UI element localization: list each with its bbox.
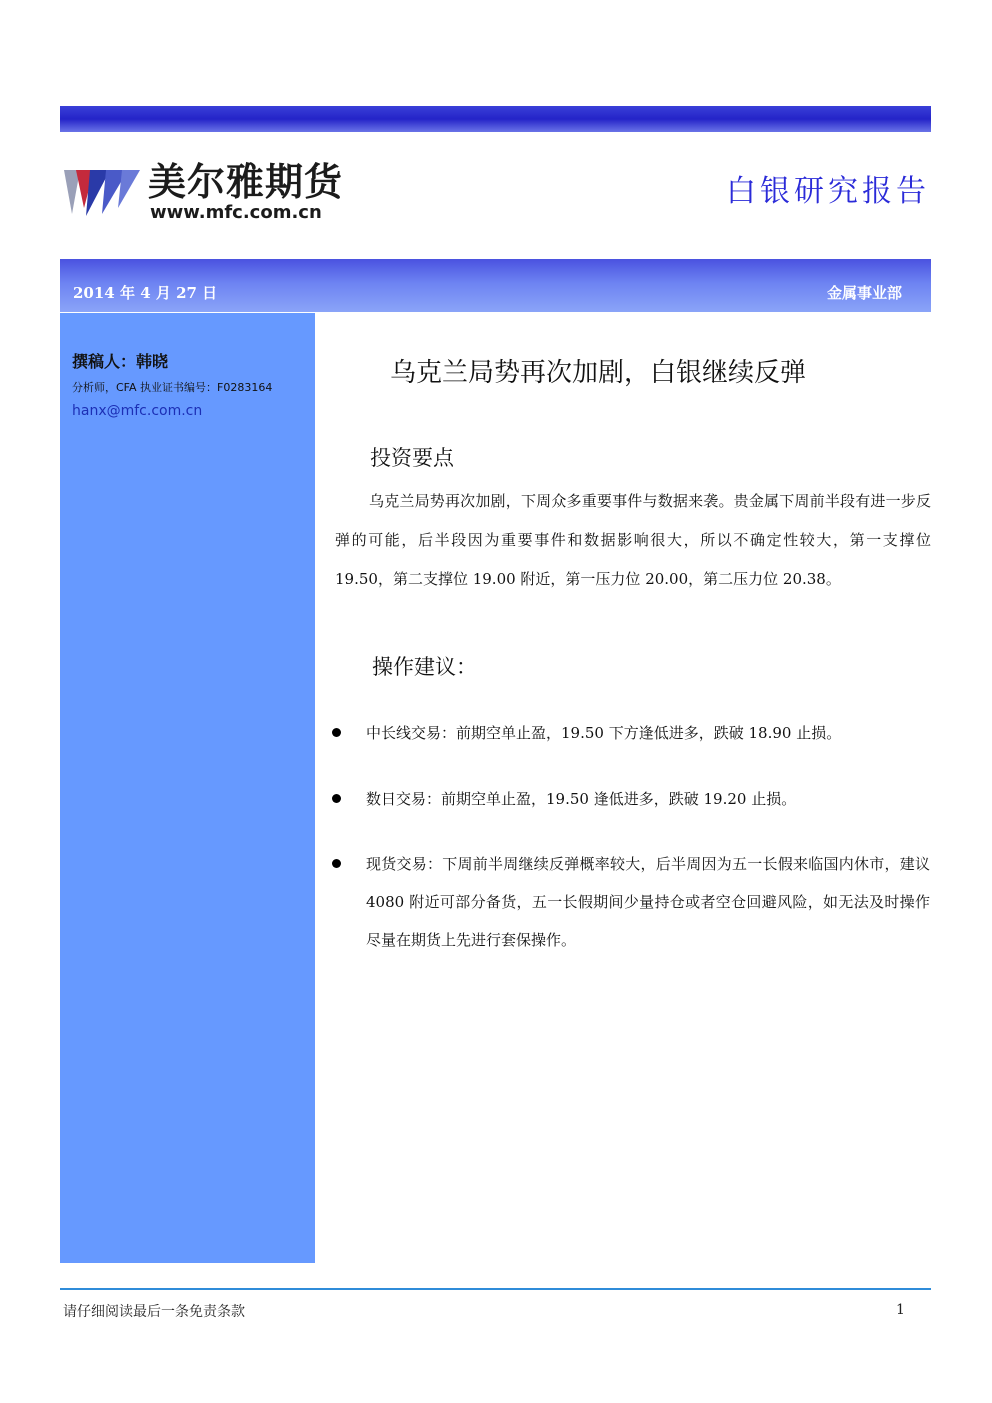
summary-heading: 投资要点 [370, 446, 454, 470]
footer-divider [60, 1288, 931, 1290]
summary-paragraph: 乌克兰局势再次加剧，下周众多重要事件与数据来袭。贵金属下周前半段有进一步反弹的可能，后半段因为重要事件和数据影响很大，所以不确定性较大，第一支撑位 19.50，第二支撑位 19.00 附近，第一压力位 20.00，第二压力位 20.38。 [335, 492, 931, 588]
advice-item-text: 中长线交易：前期空单止盈，19.50 下方逢低进多，跌破 18.90 止损。 [366, 724, 842, 742]
footer-disclaimer-note: 请仔细阅读最后一条免责条款 [63, 1304, 245, 1320]
page-number: 1 [896, 1302, 905, 1318]
department: 金属事业部 [826, 284, 902, 302]
report-type-title: 白银研究报告 [726, 174, 930, 209]
company-logo [62, 160, 352, 224]
logo-mark-icon [62, 162, 142, 218]
date-bar [60, 259, 931, 312]
author-email-link[interactable]: hanx@mfc.com.cn [72, 403, 203, 419]
bullet-icon [332, 794, 341, 803]
summary-body [335, 482, 931, 599]
author: 撰稿人：韩晓 [72, 352, 169, 371]
page-title: 乌克兰局势再次加剧，白银继续反弹 [390, 358, 807, 388]
report-date: 2014 年 4 月 27 日 [73, 284, 218, 302]
company-name: 美尔雅期货 [148, 160, 344, 204]
header-top-bar [60, 106, 931, 132]
advice-item-text: 数日交易：前期空单止盈，19.50 逢低进多，跌破 19.20 止损。 [366, 790, 797, 808]
sidebar [60, 313, 315, 1263]
company-url: www.mfc.com.cn [150, 202, 322, 223]
advice-item-text: 现货交易：下周前半周继续反弹概率较大，后半周因为五一长假来临国内休市，建议 4080 附近可部分备货，五一长假期间少量持仓或者空仓回避风险，如无法及时操作尽量在期货上先进行套保操作。 [366, 855, 930, 949]
bullet-icon [332, 859, 341, 868]
bullet-icon [332, 728, 341, 737]
advice-heading: 操作建议： [372, 655, 477, 679]
analyst-info: 分析师，CFA 执业证书编号：F0283164 [72, 381, 273, 394]
